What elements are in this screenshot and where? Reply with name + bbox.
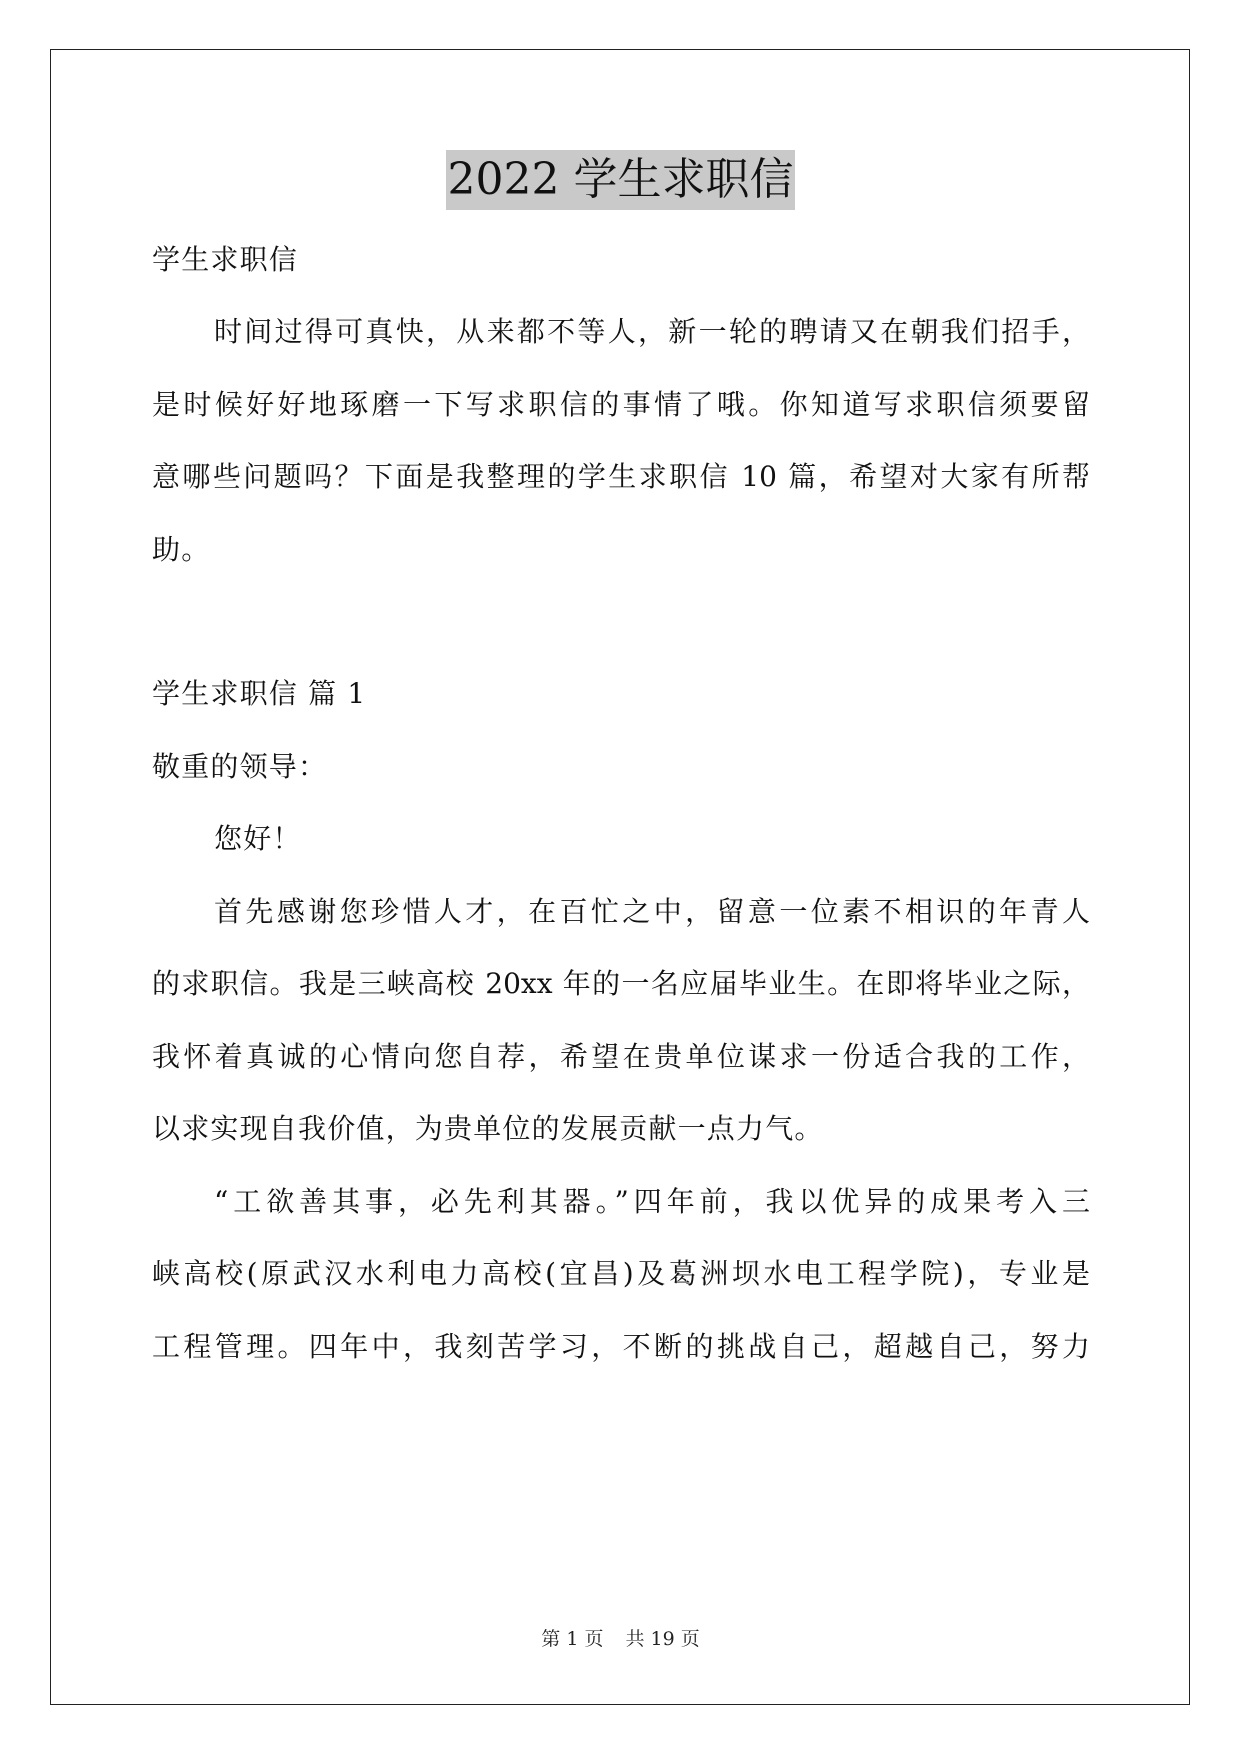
paragraph1-line-4: 以求实现自我价值，为贵单位的发展贡献一点力气。 — [152, 1112, 824, 1145]
page-border — [50, 49, 1190, 1705]
salutation: 敬重的领导： — [152, 750, 328, 783]
intro-line-1: 时间过得可真快，从来都不等人，新一轮的聘请又在朝我们招手， — [214, 315, 1090, 348]
paragraph1-line-3: 我怀着真诚的心情向您自荐，希望在贵单位谋求一份适合我的工作， — [152, 1040, 1090, 1073]
page-number-total: 共 19 页 — [625, 1628, 700, 1650]
paragraph1-line-1: 首先感谢您珍惜人才，在百忙之中，留意一位素不相识的年青人 — [214, 895, 1090, 928]
intro-line-4: 助。 — [152, 533, 211, 566]
paragraph2-line-1: “工欲善其事，必先利其器。”四年前，我以优异的成果考入三 — [214, 1185, 1090, 1218]
document-title: 2022 学生求职信 — [446, 150, 796, 210]
subtitle: 学生求职信 — [152, 243, 299, 276]
intro-line-2: 是时候好好地琢磨一下写求职信的事情了哦。你知道写求职信须要留 — [152, 388, 1090, 421]
paragraph1-line-2: 的求职信。我是三峡高校 20xx 年的一名应届毕业生。在即将毕业之际， — [152, 967, 1090, 1000]
section-heading: 学生求职信 篇 1 — [152, 677, 367, 710]
page-number-current: 第 1 页 — [541, 1628, 604, 1650]
intro-line-3: 意哪些问题吗？下面是我整理的学生求职信 10 篇，希望对大家有所帮 — [152, 460, 1090, 493]
title-container — [0, 150, 1241, 210]
page-footer — [0, 1627, 1241, 1651]
paragraph2-line-2: 峡高校(原武汉水利电力高校(宜昌)及葛洲坝水电工程学院)，专业是 — [152, 1257, 1090, 1290]
paragraph2-line-3: 工程管理。四年中，我刻苦学习，不断的挑战自己，超越自己，努力 — [152, 1330, 1090, 1363]
greeting: 您好！ — [214, 822, 302, 855]
